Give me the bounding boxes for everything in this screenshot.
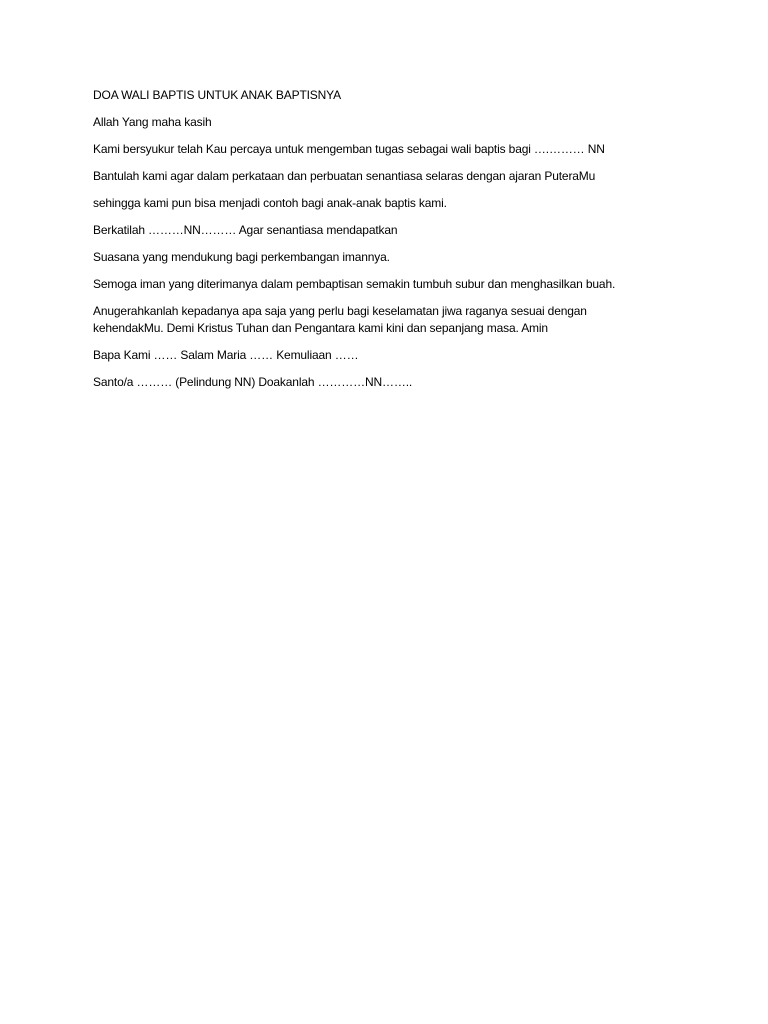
opening-line: Allah Yang maha kasih [93,115,212,129]
gratitude-line: Kami bersyukur telah Kau percaya untuk mengemban tugas sebagai wali baptis bagi ….……… NN [93,142,605,156]
saint-line: Santo/a ……… (Pelindung NN) Doakanlah …………NN…….. [93,375,413,389]
atmosphere-line: Suasana yang mendukung bagi perkembangan imannya. [93,250,390,264]
help-line: Bantulah kami agar dalam perkataan dan perbuatan senantiasa selaras dengan ajaran PuteraMu [93,169,596,183]
grant-paragraph: Anugerahkanlah kepadanya apa saja yang perlu bagi keselamatan jiwa raganya sesuai dengan kehendakMu. Demi Kristus Tuhan dan Pengantara kami kini dan sepanjang masa. Amin [93,304,587,335]
example-line: sehingga kami pun bisa menjadi contoh bagi anak-anak baptis kami. [93,196,447,210]
document-title: DOA WALI BAPTIS UNTUK ANAK BAPTISNYA [93,88,341,102]
document-body [93,87,693,391]
faith-line: Semoga iman yang diterimanya dalam pembaptisan semakin tumbuh subur dan menghasilkan buah. [93,277,616,291]
blessing-line: Berkatilah ………NN……… Agar senantiasa mendapatkan [93,223,398,237]
prayers-line: Bapa Kami …… Salam Maria …… Kemuliaan …… [93,348,359,362]
